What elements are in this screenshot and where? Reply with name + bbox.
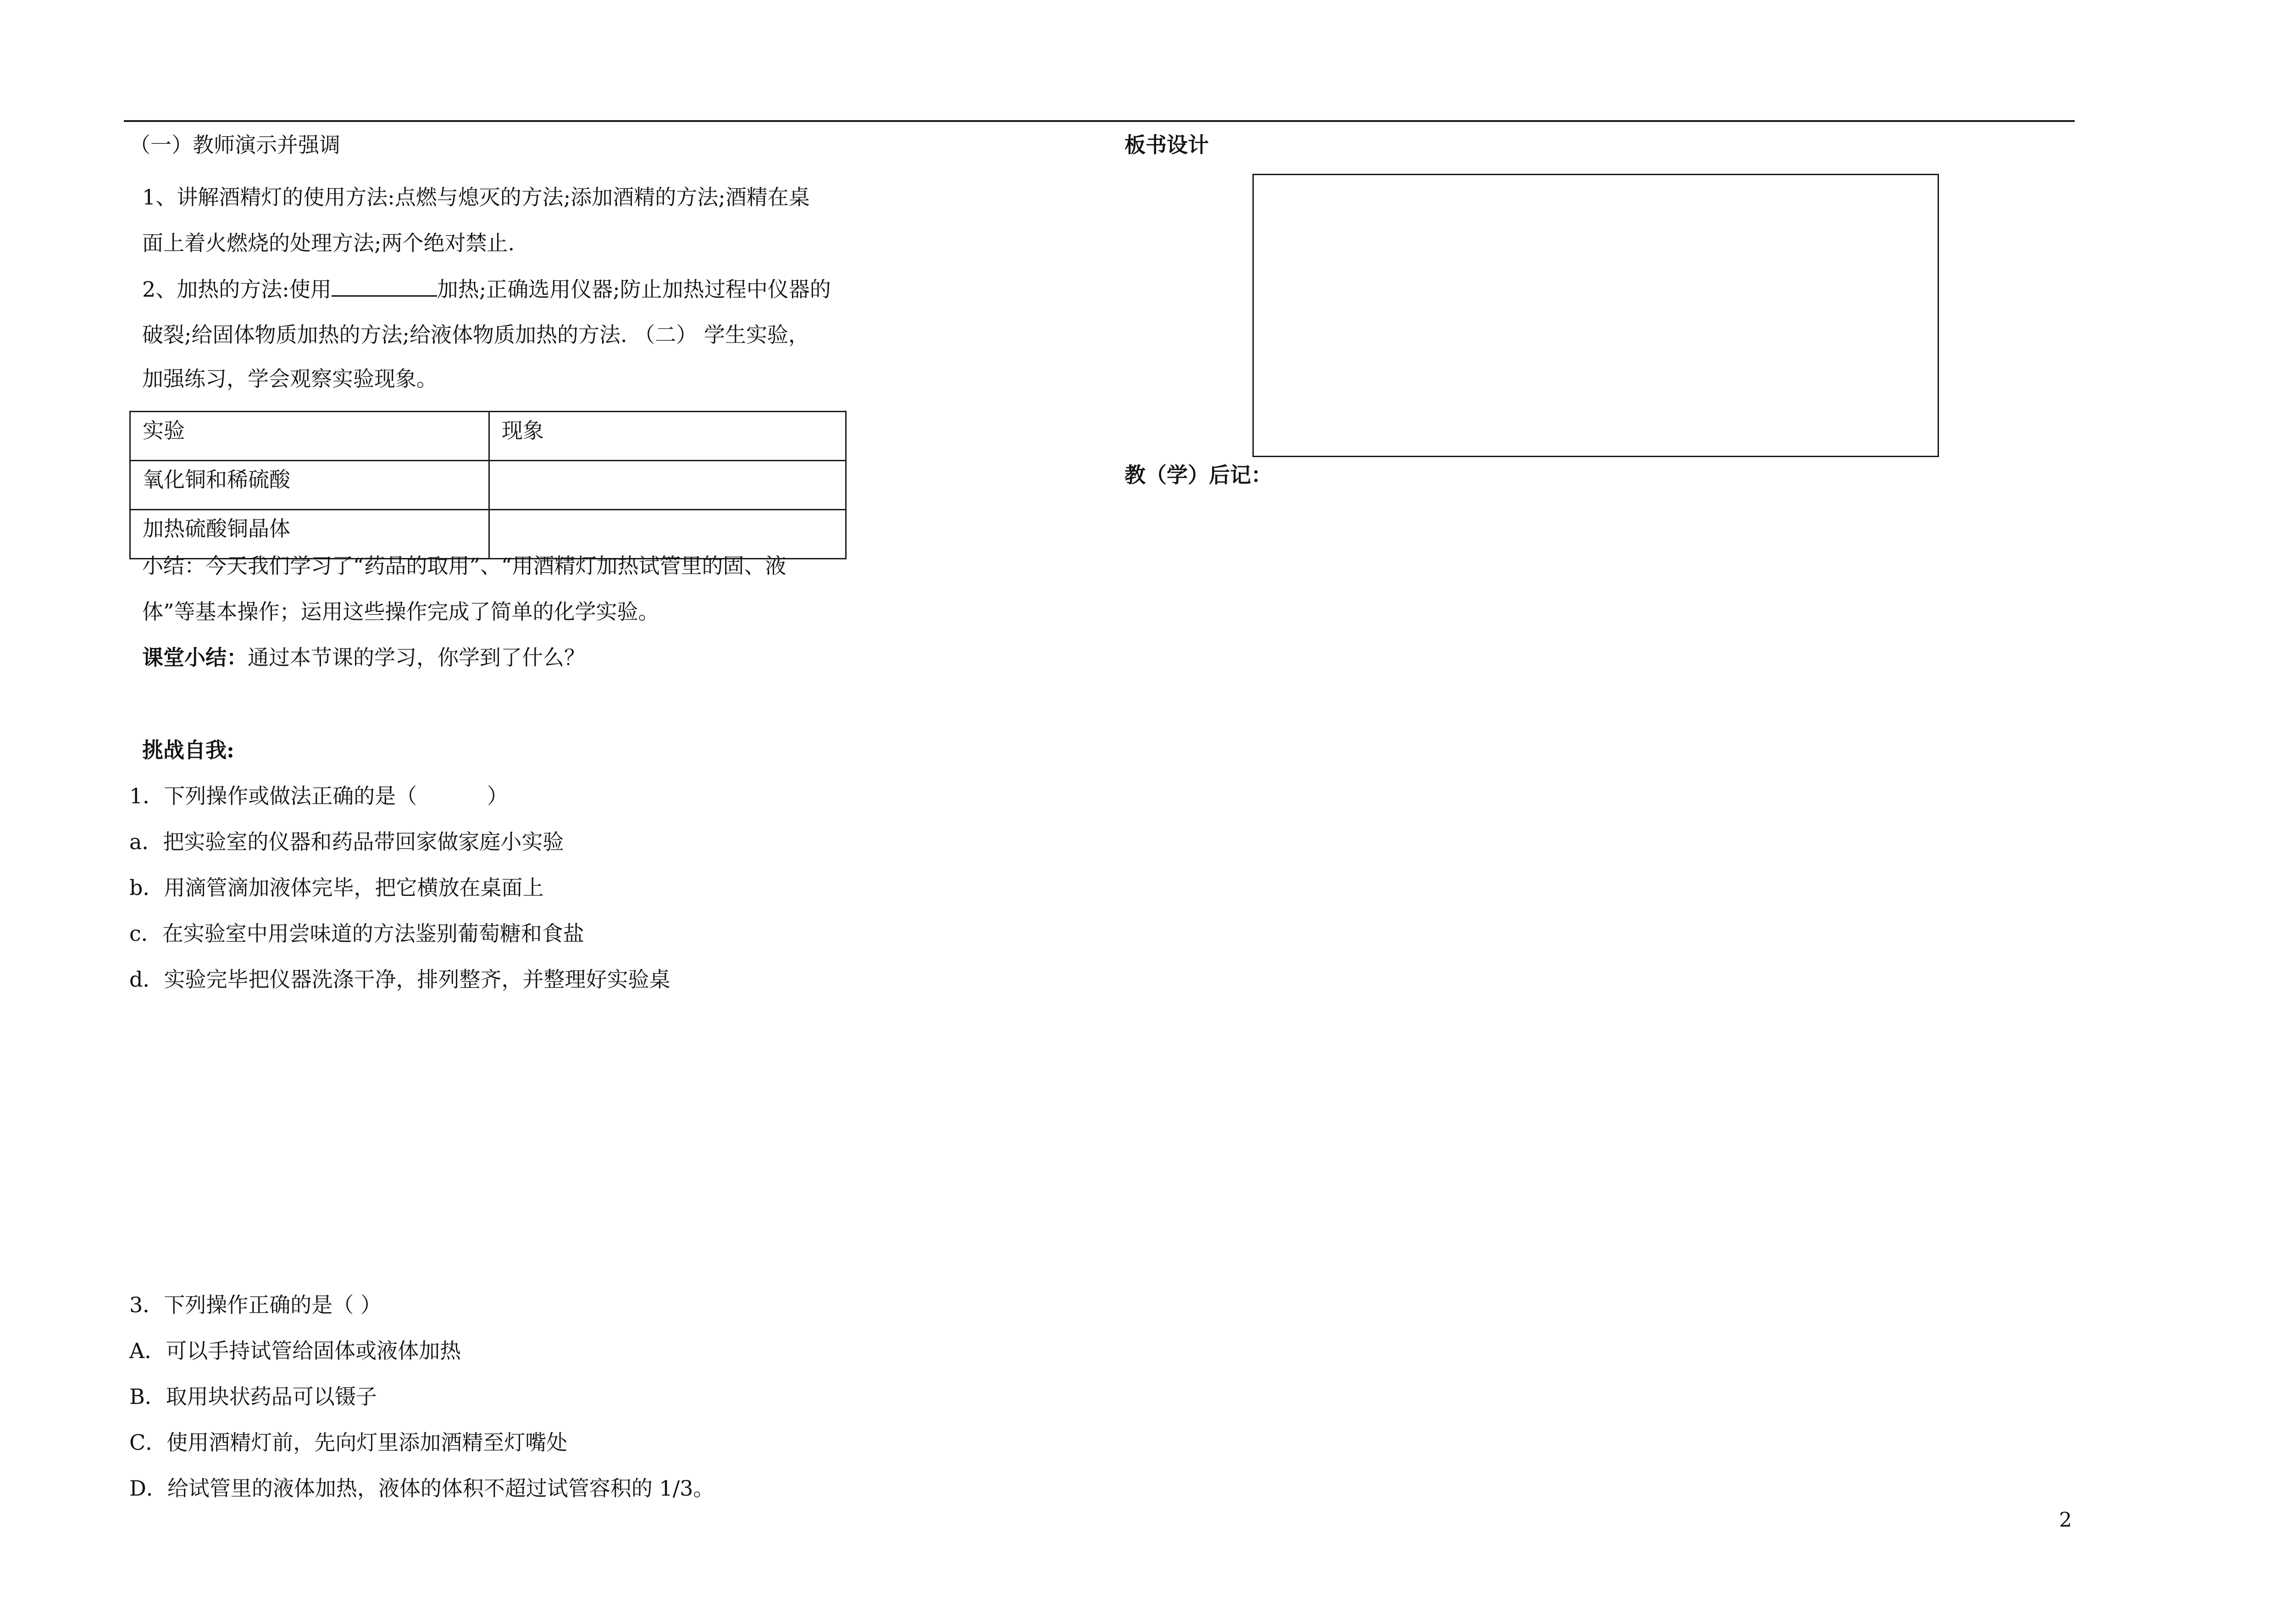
table-header-phenomenon: 现象 bbox=[489, 412, 846, 461]
question-3-option-c: C．使用酒精灯前，先向灯里添加酒精至灯嘴处 bbox=[129, 1430, 568, 1455]
paragraph-1-line-1: 1、讲解酒精灯的使用方法:点燃与熄灭的方法;添加酒精的方法;酒精在桌 bbox=[142, 185, 810, 210]
experiment-table bbox=[129, 411, 847, 559]
question-3-stem: 3．下列操作正确的是（ ） bbox=[129, 1293, 382, 1317]
paragraph-2-line-3: 加强练习，学会观察实验现象。 bbox=[142, 366, 438, 391]
table-row bbox=[130, 461, 846, 510]
board-design-label: 板书设计 bbox=[1124, 133, 1209, 157]
question-1-option-a: a．把实验室的仪器和药品带回家做家庭小实验 bbox=[129, 829, 564, 854]
paragraph-1-line-2: 面上着火燃烧的处理方法;两个绝对禁止. bbox=[142, 231, 515, 255]
fill-in-blank bbox=[332, 275, 437, 297]
question-1-option-d: d．实验完毕把仪器洗涤干净，排列整齐，并整理好实验桌 bbox=[129, 967, 670, 992]
table-header-row bbox=[130, 412, 846, 461]
table-cell: 氧化铜和稀硫酸 bbox=[130, 461, 489, 510]
summary-line-2: 体”等基本操作；运用这些操作完成了简单的化学实验。 bbox=[142, 599, 659, 624]
class-summary-label: 课堂小结： bbox=[142, 645, 248, 670]
paragraph-2-line-1 bbox=[142, 275, 831, 303]
section-heading: （一）教师演示并强调 bbox=[129, 133, 340, 157]
top-rule bbox=[124, 120, 2075, 122]
question-3-option-b: B．取用块状药品可以镊子 bbox=[129, 1384, 377, 1409]
table-cell: 加热硫酸铜晶体 bbox=[130, 510, 489, 559]
challenge-label: 挑战自我: bbox=[142, 738, 234, 762]
paragraph-2-text-a: 2、加热的方法:使用 bbox=[142, 277, 332, 302]
question-1-stem: 1．下列操作或做法正确的是（ ） bbox=[129, 784, 508, 808]
question-1-option-c: c．在实验室中用尝味道的方法鉴别葡萄糖和食盐 bbox=[129, 921, 584, 946]
paragraph-2-text-b: 加热;正确选用仪器;防止加热过程中仪器的 bbox=[437, 277, 831, 302]
table-cell-empty bbox=[489, 461, 846, 510]
question-3-option-a: A．可以手持试管给固体或液体加热 bbox=[129, 1338, 461, 1363]
class-summary-text: 通过本节课的学习，你学到了什么？ bbox=[248, 645, 585, 670]
page-number: 2 bbox=[2059, 1508, 2072, 1532]
summary-line-1: 小结：今天我们学习了“药品的取用”、“用酒精灯加热试管里的固、液 bbox=[142, 553, 786, 578]
class-summary bbox=[142, 644, 585, 671]
paragraph-2-line-2: 破裂;给固体物质加热的方法;给液体物质加热的方法. （二） 学生实验， bbox=[142, 322, 809, 347]
board-design-box bbox=[1252, 174, 1939, 457]
table-cell-empty bbox=[489, 510, 846, 559]
question-1-option-b: b．用滴管滴加液体完毕，把它横放在桌面上 bbox=[129, 875, 544, 900]
table-row bbox=[130, 510, 846, 559]
table-header-experiment: 实验 bbox=[130, 412, 489, 461]
question-3-option-d: D．给试管里的液体加热，液体的体积不超过试管容积的 1/3。 bbox=[129, 1476, 714, 1501]
afterthought-label: 教（学）后记： bbox=[1124, 463, 1272, 487]
